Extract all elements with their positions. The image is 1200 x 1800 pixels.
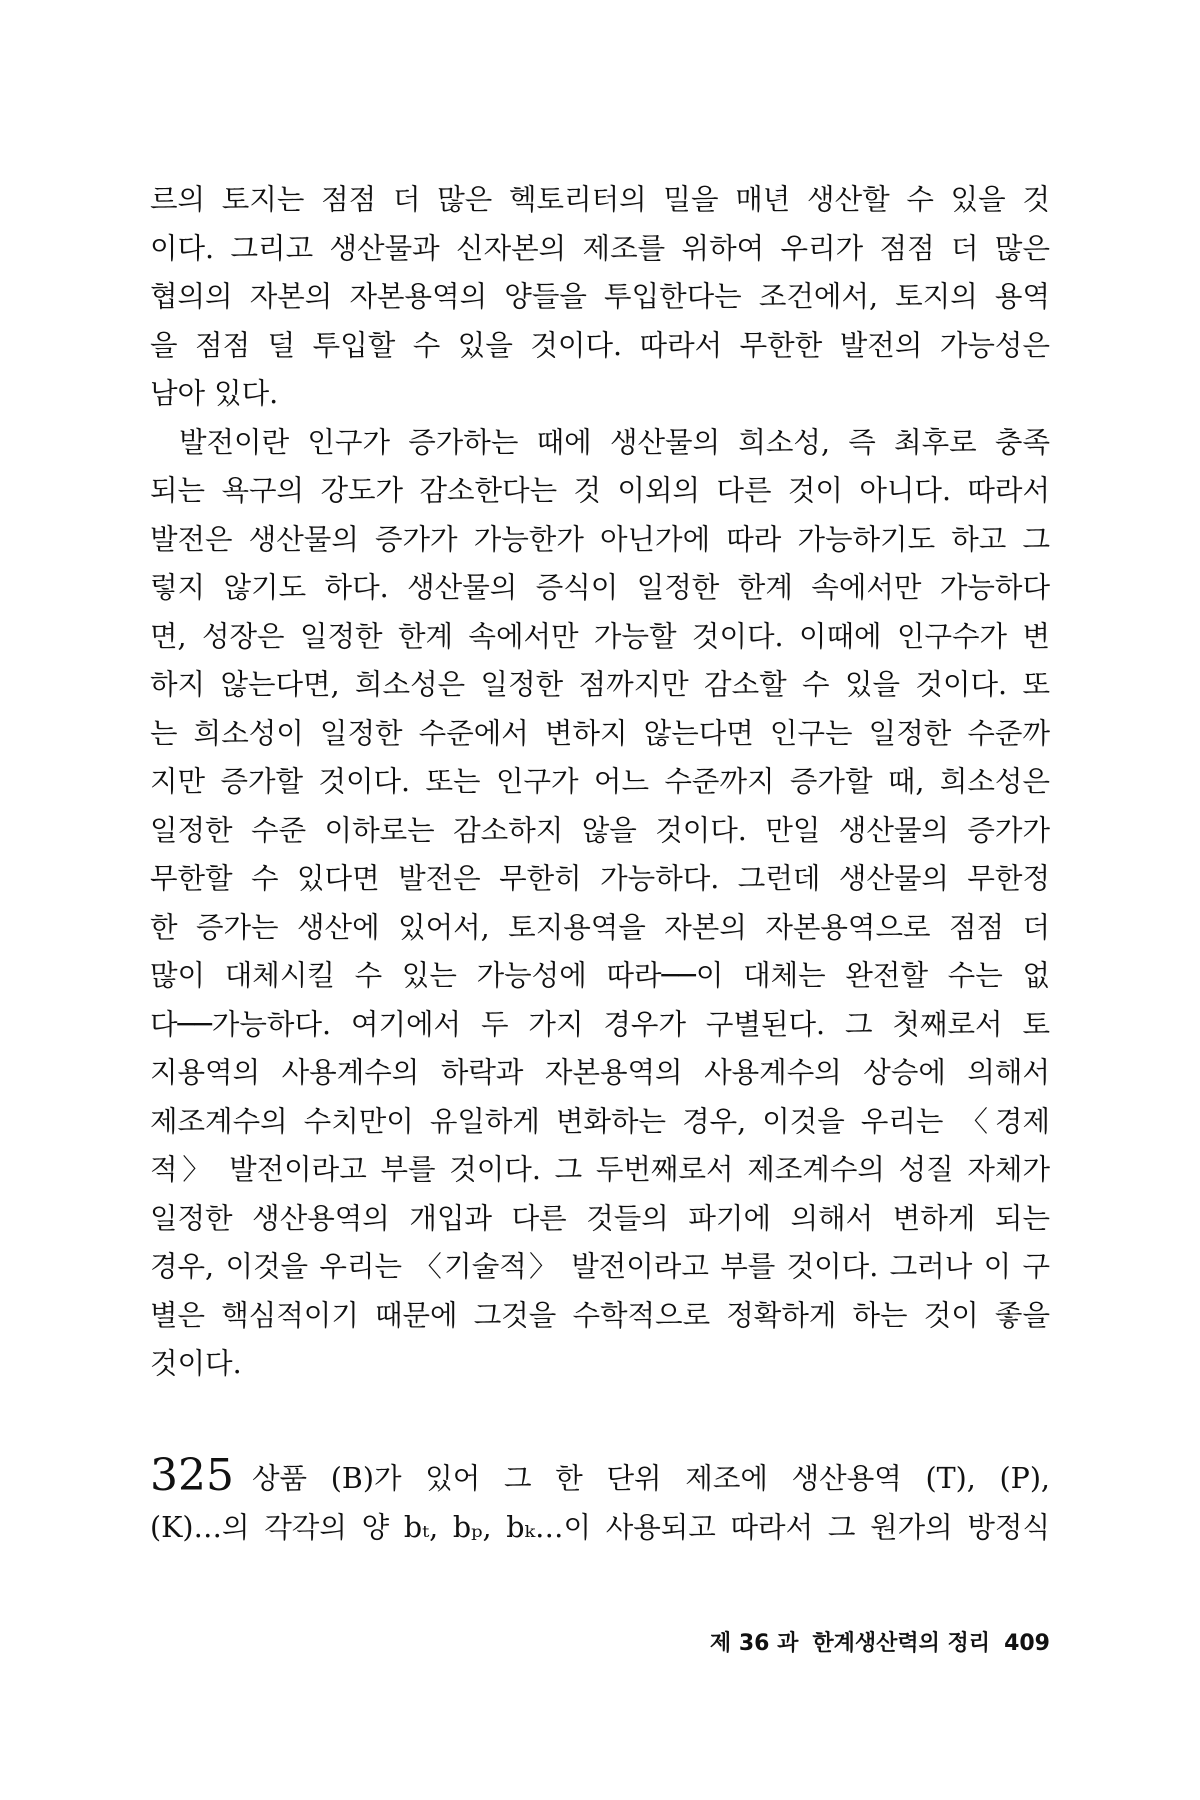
- section-line: [150, 1450, 1050, 1502]
- chapter-label: 제 36 과: [709, 1631, 799, 1656]
- body-text: [150, 176, 1050, 1389]
- text-line: 경우, 이것을 우리는 〈기술적〉 발전이라고 부를 것이다. 그러나 이 구: [150, 1250, 1050, 1283]
- text-line: 다──가능하다. 여기에서 두 가지 경우가 구별된다. 그 첫째로서 토: [150, 1007, 1050, 1041]
- text-line: 제조계수의 수치만이 유일하게 변화하는 경우, 이것을 우리는 〈경제: [150, 1104, 1050, 1138]
- text-line: 남아 있다.: [150, 377, 279, 410]
- text-line: 무한할 수 있다면 발전은 무한히 가능하다. 그런데 생산물의 무한정: [150, 862, 1050, 895]
- text-line: 지만 증가할 것이다. 또는 인구가 어느 수준까지 증가할 때, 희소성은: [150, 765, 1050, 798]
- text-line: 별은 핵심적이기 때문에 그것을 수학적으로 정확하게 하는 것이 좋을: [150, 1298, 1050, 1332]
- text-line: 을 점점 덜 투입할 수 있을 것이다. 따라서 무한한 발전의 가능성은: [150, 328, 1050, 362]
- chapter-title: 한계생산력의 정리: [812, 1631, 991, 1656]
- text-line: 하지 않는다면, 희소성은 일정한 점까지만 감소할 수 있을 것이다. 또: [150, 668, 1050, 701]
- section-text: 상품 (B)가 있어 그 한 단위 제조에 생산용역 (T), (P),: [251, 1462, 1050, 1495]
- text-line: 발전이란 인구가 증가하는 때에 생산물의 희소성, 즉 최후로 충족: [179, 425, 1050, 459]
- text-line: 한 증가는 생산에 있어서, 토지용역을 자본의 자본용역으로 점점 더: [150, 910, 1050, 944]
- text-line: 르의 토지는 점점 더 많은 헥토리터의 밀을 매년 생산할 수 있을 것: [150, 183, 1050, 216]
- text-line: 일정한 생산용역의 개입과 다른 것들의 파기에 의해서 변하게 되는: [150, 1201, 1050, 1235]
- text-line: 면, 성장은 일정한 한계 속에서만 가능할 것이다. 이때에 인구수가 변: [150, 619, 1050, 653]
- text-line: 되는 욕구의 강도가 감소한다는 것 이외의 다른 것이 아니다. 따라서: [150, 474, 1050, 507]
- page-footer: [696, 1626, 1050, 1657]
- text-line: 일정한 수준 이하로는 감소하지 않을 것이다. 만일 생산물의 증가가: [150, 813, 1050, 847]
- text-line: 것이다.: [150, 1347, 242, 1380]
- page-number: 409: [1004, 1631, 1050, 1656]
- section-number: 325: [150, 1450, 234, 1501]
- text-line: 많이 대체시킬 수 있는 가능성에 따라──이 대체는 완전할 수는 없: [150, 959, 1050, 992]
- text-line: 렇지 않기도 하다. 생산물의 증식이 일정한 한계 속에서만 가능하다: [150, 571, 1050, 604]
- text-line: 는 희소성이 일정한 수준에서 변하지 않는다면 인구는 일정한 수준까: [150, 716, 1050, 750]
- numbered-section: [150, 1450, 1050, 1554]
- text-line: 발전은 생산물의 증가가 가능한가 아닌가에 따라 가능하기도 하고 그: [150, 522, 1050, 556]
- text-line: 적〉 발전이라고 부를 것이다. 그 두번째로서 제조계수의 성질 자체가: [150, 1153, 1050, 1186]
- text-line: 이다. 그리고 생산물과 신자본의 제조를 위하여 우리가 점점 더 많은: [150, 231, 1050, 265]
- text-line: 지용역의 사용계수의 하락과 자본용역의 사용계수의 상승에 의해서: [150, 1056, 1050, 1089]
- text-line: 협의의 자본의 자본용역의 양들을 투입한다는 조건에서, 토지의 용역: [150, 280, 1050, 313]
- section-line: (K)…의 각각의 양 bₜ, bₚ, bₖ…이 사용되고 따라서 그 원가의 방정식: [150, 1511, 1050, 1544]
